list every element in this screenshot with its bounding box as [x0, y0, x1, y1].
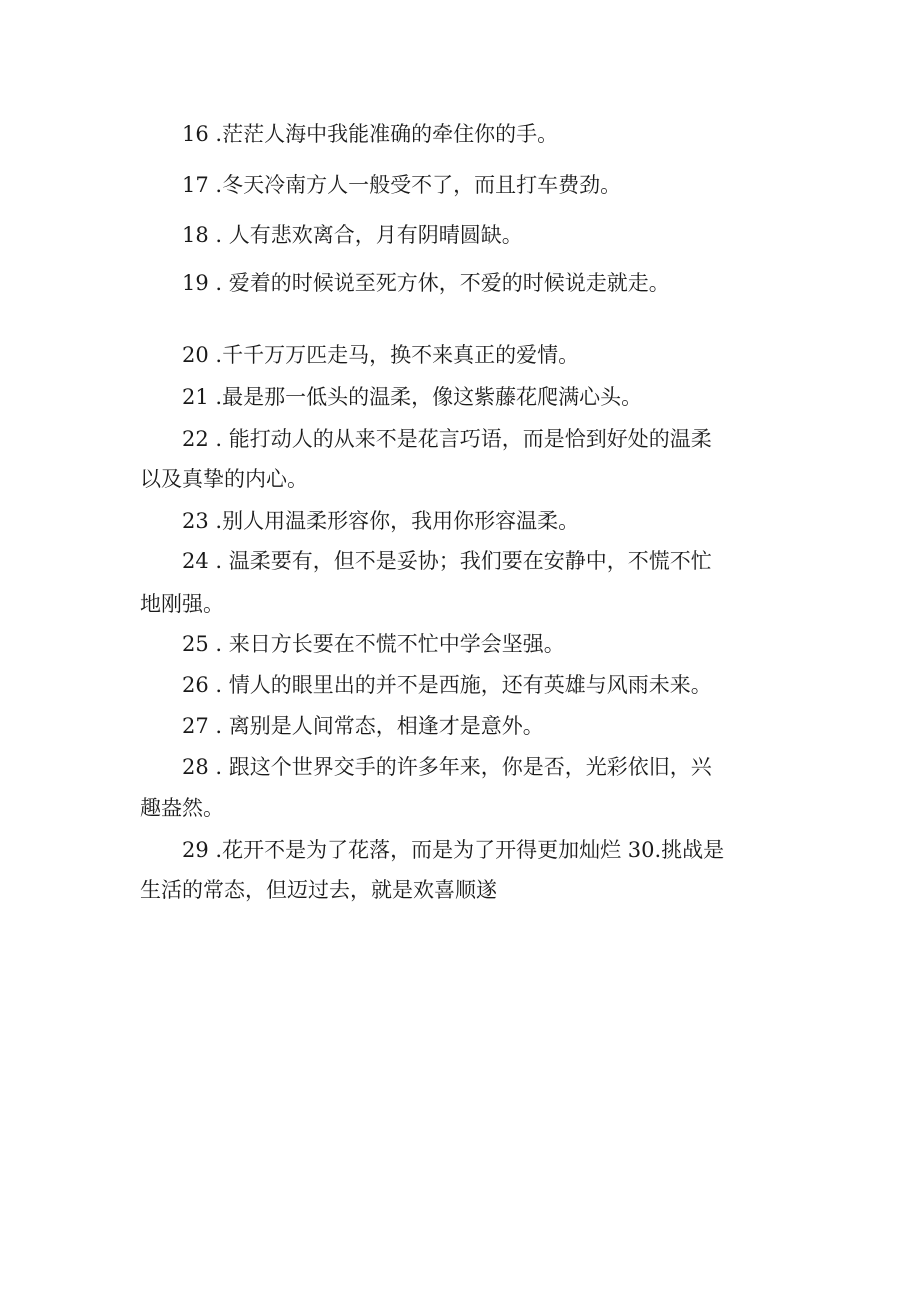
list-item-continuation: 以及真挚的内心。 [140, 467, 308, 491]
list-item: 16 .茫茫人海中我能准确的牵住你的手。 [182, 122, 559, 146]
list-item: 21 .最是那一低头的温柔，像这紫藤花爬满心头。 [182, 385, 643, 409]
list-item-continuation: 趣盎然。 [140, 796, 224, 820]
list-item: 22 . 能打动人的从来不是花言巧语，而是恰到好处的温柔 [182, 427, 712, 451]
list-item: 26 . 情人的眼里出的并不是西施，还有英雄与风雨未来。 [182, 673, 712, 697]
list-item: 23 .别人用温柔形容你，我用你形容温柔。 [182, 509, 580, 533]
list-item: 29 .花开不是为了花落，而是为了开得更加灿烂 30.挑战是 [182, 838, 725, 862]
list-item: 18 . 人有悲欢离合，月有阴晴圆缺。 [182, 223, 523, 247]
list-item: 25 . 来日方长要在不慌不忙中学会坚强。 [182, 632, 565, 656]
list-item: 28 . 跟这个世界交手的许多年来，你是否，光彩依旧，兴 [182, 755, 712, 779]
list-item: 20 .千千万万匹走马，换不来真正的爱情。 [182, 343, 580, 367]
list-item: 17 .冬天冷南方人一般受不了，而且打车费劲。 [182, 173, 622, 197]
list-item-continuation: 生活的常态，但迈过去，就是欢喜顺遂 [140, 878, 497, 902]
list-item: 19 . 爱着的时候说至死方休，不爱的时候说走就走。 [182, 271, 670, 295]
list-item: 24 . 温柔要有，但不是妥协；我们要在安静中，不慌不忙 [182, 549, 712, 573]
list-item-continuation: 地刚强。 [140, 592, 224, 616]
list-item: 27 . 离别是人间常态，相逢才是意外。 [182, 714, 544, 738]
